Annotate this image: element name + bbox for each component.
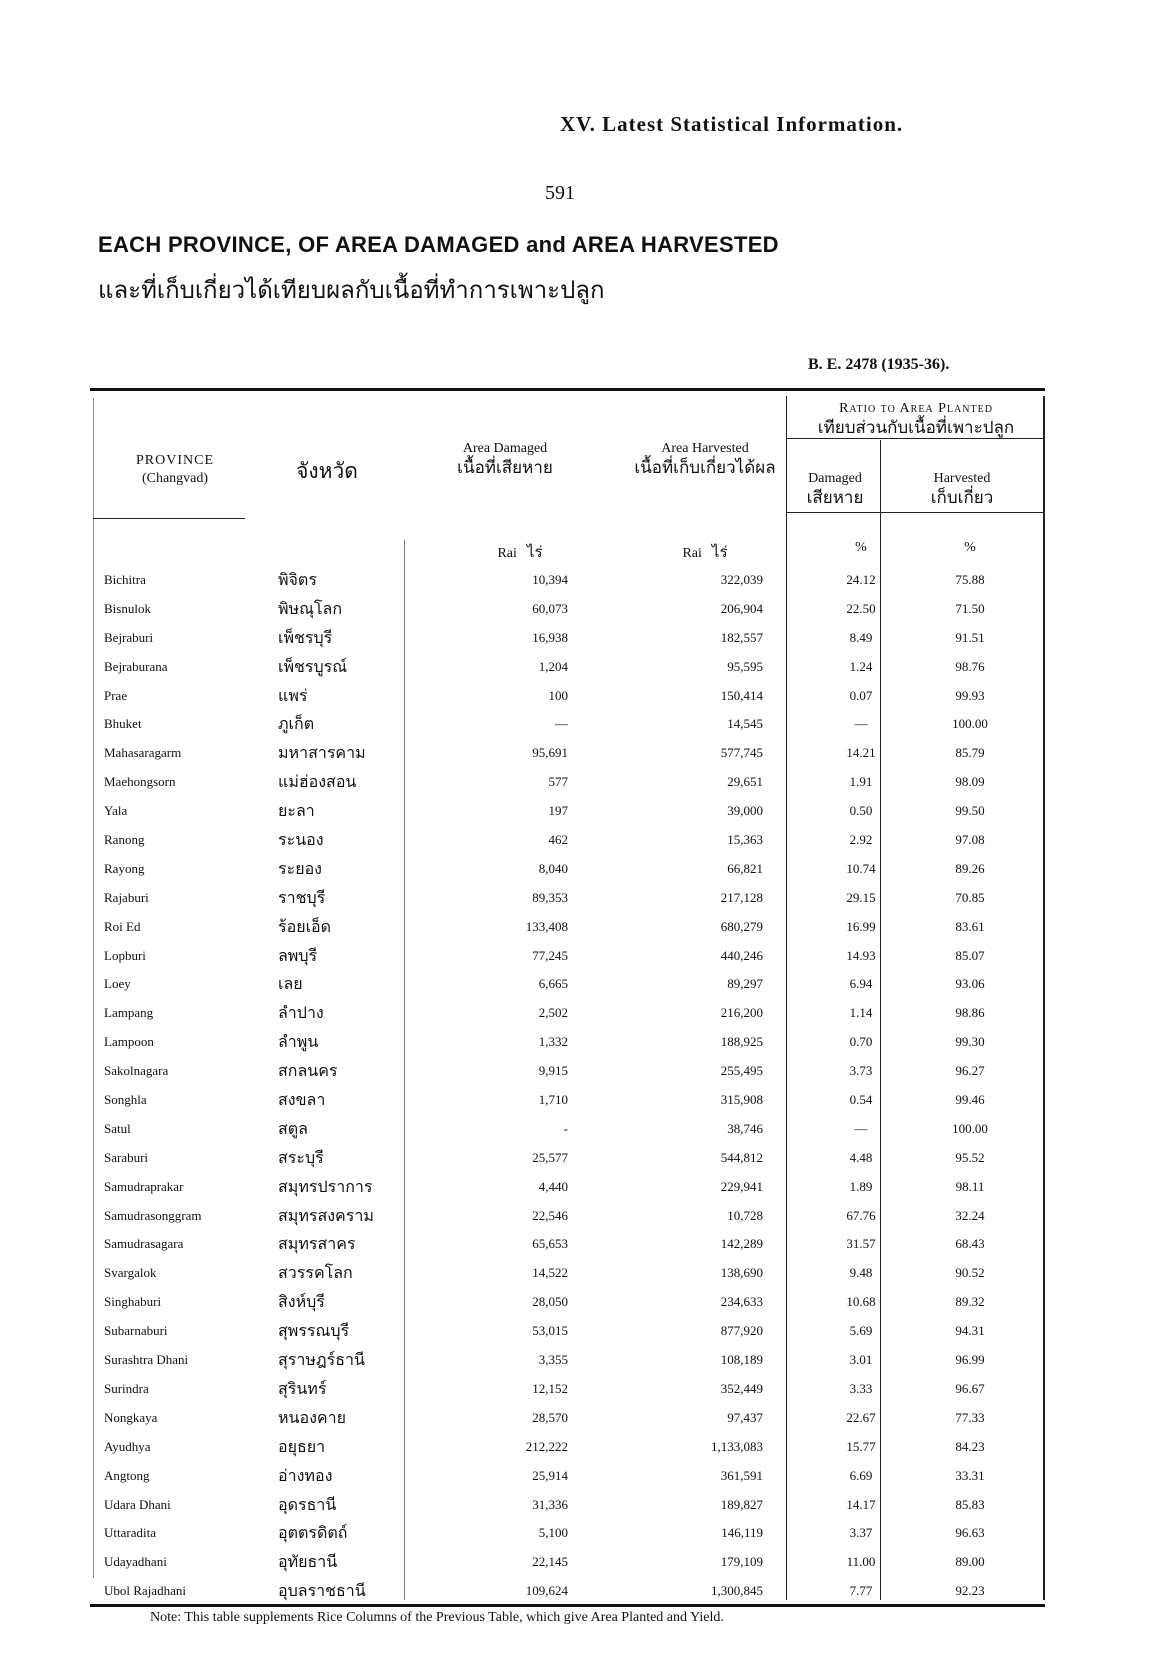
area-harvested: 322,039 [720,572,763,587]
province-name-en: Maehongsorn [104,774,176,790]
ratio-damaged: 24.12 [846,572,876,587]
table-row [0,1493,1174,1522]
province-name-th: พิษณุโลก [278,598,343,618]
area-harvested: 188,925 [720,1034,763,1050]
area-harvested: 182,557 [720,629,763,645]
area-harvested: 577,745 [720,745,763,761]
table-row [0,972,1174,1001]
area-damaged: 100 [548,687,568,703]
ratio-harvested: 100.00 [952,1120,988,1136]
province-name-en: Svargalok [104,1265,157,1281]
table-row [0,1175,1174,1204]
area-damaged: 5,100 [538,1525,568,1541]
header-area-harvested-en: Area Harvested [661,441,749,456]
table-row [0,684,1174,713]
province-name-en: Ayudhya [104,1438,151,1454]
ratio-harvested: 85.79 [955,745,985,761]
area-damaged: 22,546 [532,1207,568,1223]
province-name-en: Bhuket [104,716,142,732]
ratio-harvested: 68.43 [955,1236,985,1252]
province-name-en: Bejraburana [104,658,168,674]
area-damaged: 65,653 [532,1236,568,1252]
province-name-en: Udara Dhani [104,1496,171,1512]
area-damaged: 212,222 [525,1438,568,1454]
area-harvested: 361,591 [720,1467,763,1483]
ratio-harvested: 96.67 [955,1380,985,1396]
header-bottom-rule-ratio [786,512,1044,513]
table-row [0,1435,1174,1464]
ratio-damaged: 10.74 [846,860,876,876]
area-harvested: 216,200 [720,1005,763,1021]
header-ratio-harvested [884,470,1040,509]
province-name-en: Angtong [104,1467,150,1483]
header-province-en: PROVINCE [135,453,214,468]
table-row [0,828,1174,857]
ratio-damaged: 1.89 [849,1178,873,1194]
area-damaged: 1,204 [538,658,568,674]
area-harvested: 1,300,845 [711,1583,763,1599]
table-row [0,1232,1174,1261]
area-damaged: 53,015 [532,1323,568,1339]
area-harvested: 108,189 [720,1352,763,1368]
province-name-th: สตูล [278,1118,308,1138]
area-harvested: 14,545 [727,716,763,732]
ratio-harvested: 99.50 [955,803,985,819]
table-title-thai: และที่เก็บเกี่ยวได้เทียบผลกับเนื้อที่ทำการเพาะปลูก [98,276,605,304]
area-harvested: 877,920 [720,1323,763,1339]
table-row [0,770,1174,799]
header-area-damaged [430,440,580,479]
province-name-en: Surindra [104,1380,149,1396]
area-harvested: 29,651 [727,774,763,790]
ratio-harvested: 71.50 [955,600,985,616]
ratio-damaged: 6.69 [849,1467,873,1483]
table-row [0,1521,1174,1550]
province-name-th: ลำพูน [278,1032,319,1052]
area-harvested: 315,908 [720,1092,763,1108]
ratio-harvested: 90.52 [955,1265,985,1281]
ratio-damaged: 1.24 [849,658,873,674]
unit-ratio-harvested: % [964,540,976,555]
province-name-en: Lampoon [104,1034,154,1050]
header-ratio-damaged-th: เสียหาย [806,487,864,508]
area-harvested: 95,595 [727,658,763,674]
province-name-en: Sakolnagara [104,1063,169,1079]
table-row [0,944,1174,973]
province-name-th: สุรินทร์ [278,1378,327,1398]
table-row [0,1348,1174,1377]
area-damaged: 10,394 [532,572,568,587]
ratio-damaged: 14.21 [846,745,876,761]
ratio-harvested: 95.52 [955,1149,985,1165]
province-name-th: อุทัยธานี [278,1552,338,1572]
table-row [0,1406,1174,1435]
province-name-en: Subarnaburi [104,1323,168,1339]
area-damaged: 8,040 [538,860,568,876]
ratio-damaged: 3.37 [849,1525,873,1541]
area-damaged: 2,502 [538,1005,568,1021]
province-name-en: Ubol Rajadhani [104,1583,186,1599]
area-harvested: 97,437 [727,1409,763,1425]
area-damaged: 22,145 [532,1554,568,1570]
province-name-th: ลพบุรี [278,945,318,965]
province-name-en: Bejraburi [104,629,154,645]
area-harvested: 138,690 [720,1265,763,1281]
area-damaged: 133,408 [525,918,568,934]
area-harvested: 680,279 [720,918,763,934]
table-row [0,857,1174,886]
area-damaged: 25,914 [532,1467,568,1483]
header-province-thai: จังหวัด [296,459,358,483]
province-name-th: ร้อยเอ็ด [278,916,332,936]
unit-ratio-damaged: % [855,540,867,555]
area-harvested: 146,119 [721,1525,763,1541]
province-name-th: สงขลา [278,1090,326,1110]
ratio-harvested: 97.08 [955,832,985,848]
header-ratio-damaged [792,470,878,509]
table-row [0,655,1174,684]
province-name-th: สุพรรณบุรี [278,1321,350,1341]
header-ratio-damaged-en: Damaged [808,471,862,486]
province-name-th: ระยอง [278,858,322,878]
ratio-harvested: 98.86 [955,1005,985,1021]
unit-damaged-en: Rai [497,546,517,561]
area-damaged: 12,152 [532,1380,568,1396]
table-row [0,1464,1174,1493]
area-damaged: 1,710 [538,1092,568,1108]
area-damaged: 4,440 [538,1178,568,1194]
area-damaged: 31,336 [532,1496,568,1512]
unit-harvested-en: Rai [682,546,702,561]
table-row [0,741,1174,770]
table-row [0,1030,1174,1059]
table-row [0,799,1174,828]
header-province-sub: (Changvad) [141,470,209,486]
ratio-harvested: 98.11 [955,1178,985,1194]
province-name-en: Samudrasagara [104,1236,184,1252]
area-damaged: 16,938 [532,629,568,645]
table-row [0,1261,1174,1290]
area-harvested: 352,449 [720,1380,763,1396]
province-name-th: พิจิตร [278,570,317,589]
area-harvested: 38,746 [727,1120,763,1136]
table-row [0,1146,1174,1175]
table-row [0,712,1174,741]
province-name-th: เลย [278,974,303,994]
ratio-harvested: 96.99 [955,1352,985,1368]
ratio-harvested: 77.33 [955,1409,985,1425]
area-harvested: 142,289 [720,1236,763,1252]
province-name-th: อุตตรดิตถ์ [278,1523,348,1543]
ratio-harvested: 99.93 [955,687,985,703]
page-number: 591 [545,182,575,204]
ratio-harvested: 32.24 [955,1207,985,1223]
area-harvested: 440,246 [720,947,763,963]
area-damaged: — [555,716,568,732]
ratio-harvested: 84.23 [955,1438,985,1454]
ratio-damaged: 10.68 [846,1294,876,1310]
area-harvested: 217,128 [720,889,763,905]
ratio-damaged: 0.07 [849,687,873,703]
area-harvested: 229,941 [720,1178,763,1194]
table-row [0,1117,1174,1146]
area-damaged: 28,570 [532,1409,568,1425]
province-name-th: เพ็ชรบุรี [278,627,333,647]
province-name-th: ราชบุรี [278,887,326,907]
ratio-harvested: 92.23 [955,1583,985,1599]
ratio-damaged: 2.92 [849,832,873,848]
province-name-en: Samudraprakar [104,1178,184,1194]
province-name-th: ระนอง [278,830,324,850]
area-damaged: 28,050 [532,1294,568,1310]
area-harvested: 89,297 [727,976,763,992]
header-ratio-harvested-en: Harvested [933,471,991,486]
area-damaged: - [563,1120,568,1136]
ratio-harvested: 33.31 [955,1467,985,1483]
province-name-en: Samudrasonggram [104,1207,202,1223]
province-name-en: Roi Ed [104,918,141,934]
header-ratio-harvested-th: เก็บเกี่ยว [930,487,994,508]
ratio-damaged: 22.67 [846,1409,876,1425]
table-row [0,1319,1174,1348]
ratio-damaged: 0.70 [849,1034,873,1050]
table-row [0,626,1174,655]
ratio-damaged: 16.99 [846,918,876,934]
table-row [0,1001,1174,1030]
area-harvested: 15,363 [727,832,763,848]
area-damaged: 462 [548,832,568,848]
table-row [0,1550,1174,1579]
table-title-english: EACH PROVINCE, OF AREA DAMAGED and AREA HARVESTED [98,232,779,257]
ratio-damaged: 14.93 [846,947,876,963]
province-name-en: Lopburi [104,947,146,963]
ratio-damaged: 1.91 [849,774,873,790]
ratio-damaged: 67.76 [846,1207,876,1223]
header-area-damaged-en: Area Damaged [462,441,548,456]
header-area-damaged-th: เนื้อที่เสียหาย [457,457,553,478]
table-row [0,597,1174,626]
ratio-harvested: 70.85 [955,889,985,905]
province-name-en: Rajaburi [104,889,149,905]
section-title: XV. Latest Statistical Information. [560,112,904,136]
ratio-harvested: 91.51 [955,629,985,645]
area-harvested: 1,133,083 [711,1438,763,1454]
province-name-en: Satul [104,1120,131,1136]
province-name-th: ภูเก็ต [278,714,315,734]
ratio-harvested: 94.31 [955,1323,985,1339]
ratio-harvested: 89.32 [955,1294,985,1310]
area-damaged: 77,245 [532,947,568,963]
province-name-en: Bichitra [104,572,146,587]
ratio-damaged: 3.01 [849,1352,873,1368]
ratio-damaged: — [854,716,868,732]
province-name-th: แพร่ [278,685,308,705]
ratio-harvested: 75.88 [955,572,985,587]
province-name-th: อุดรธานี [278,1494,337,1514]
province-name-th: สมุทรสงคราม [278,1205,374,1225]
province-name-en: Yala [104,803,128,819]
table-row [0,1290,1174,1319]
area-harvested: 66,821 [727,860,763,876]
province-name-en: Nongkaya [104,1409,158,1425]
unit-harvested-th: ไร่ [711,543,728,561]
area-damaged: 89,353 [532,889,568,905]
area-damaged: 14,522 [532,1265,568,1281]
ratio-harvested: 100.00 [952,716,988,732]
area-harvested: 206,904 [720,600,763,616]
header-province [110,452,240,487]
ratio-damaged: — [854,1120,868,1136]
province-name-th: หนองคาย [278,1407,346,1427]
ratio-harvested: 99.30 [955,1034,985,1050]
area-damaged: 3,355 [538,1352,568,1368]
ratio-damaged: 3.73 [849,1063,873,1079]
province-name-en: Udayadhani [104,1554,167,1570]
ratio-harvested: 96.63 [955,1525,985,1541]
table-body [0,568,1174,1608]
area-harvested: 189,827 [720,1496,763,1512]
unit-damaged [470,540,570,564]
ratio-harvested: 83.61 [955,918,985,934]
ratio-damaged: 0.50 [849,803,873,819]
ratio-harvested: 98.09 [955,774,985,790]
province-name-th: สมุทรปราการ [278,1176,373,1196]
header-area-harvested [620,440,790,479]
area-harvested: 544,812 [720,1149,763,1165]
ratio-damaged: 4.48 [849,1149,873,1165]
province-name-th: สวรรคโลก [278,1263,353,1283]
ratio-damaged: 14.17 [846,1496,876,1512]
table-row [0,1377,1174,1406]
province-name-th: อ่างทอง [278,1465,333,1485]
table-row [0,568,1174,597]
ratio-damaged: 31.57 [846,1236,876,1252]
ratio-damaged: 0.54 [849,1092,873,1108]
area-harvested: 10,728 [727,1207,763,1223]
area-damaged: 6,665 [538,976,568,992]
province-name-th: สุราษฎร์ธานี [278,1350,365,1370]
ratio-damaged: 22.50 [846,600,876,616]
ratio-harvested: 85.07 [955,947,985,963]
province-name-en: Surashtra Dhani [104,1352,189,1368]
ratio-damaged: 5.69 [849,1323,873,1339]
province-name-en: Saraburi [104,1149,149,1165]
ratio-damaged: 11.00 [846,1554,876,1570]
area-harvested: 179,109 [720,1554,763,1570]
ratio-damaged: 9.48 [849,1265,873,1281]
area-damaged: 9,915 [538,1063,568,1079]
area-damaged: 95,691 [532,745,568,761]
ratio-harvested: 99.46 [955,1092,985,1108]
area-harvested: 150,414 [720,687,763,703]
year-label: B. E. 2478 (1935-36). [808,356,950,373]
area-harvested: 234,633 [720,1294,763,1310]
province-name-en: Lampang [104,1005,154,1021]
province-name-th: อยุธยา [278,1436,326,1456]
province-name-en: Singhaburi [104,1294,162,1310]
footnote: Note: This table supplements Rice Columns of the Previous Table, which give Area Planted and Yield. [150,1610,724,1625]
area-damaged: 60,073 [532,600,568,616]
province-name-th: ยะลา [278,801,315,821]
table-row [0,1059,1174,1088]
ratio-damaged: 7.77 [849,1583,873,1599]
area-damaged: 109,624 [525,1583,568,1599]
area-damaged: 1,332 [538,1034,568,1050]
area-damaged: 197 [548,803,568,819]
header-ratio-en: Ratio to Area Planted [839,401,993,416]
province-name-th: เพ็ชรบูรณ์ [278,656,348,676]
area-damaged: 577 [548,774,568,790]
table-row [0,1204,1174,1233]
table-row [0,1579,1174,1608]
province-name-th: สิงห์บุรี [278,1292,325,1312]
area-harvested: 39,000 [727,803,763,819]
province-name-th: สมุทรสาคร [278,1234,356,1254]
header-ratio [790,400,1042,439]
table-row [0,1088,1174,1117]
table-row [0,886,1174,915]
province-name-en: Mahasaragarm [104,745,182,761]
province-name-en: Rayong [104,860,145,876]
area-harvested: 255,495 [720,1063,763,1079]
ratio-harvested: 89.00 [955,1554,985,1570]
province-name-th: ลำปาง [278,1003,324,1023]
header-area-harvested-th: เนื้อที่เก็บเกี่ยวได้ผล [634,457,776,478]
ratio-damaged: 29.15 [846,889,876,905]
province-name-en: Bisnulok [104,600,151,616]
province-name-en: Songhla [104,1092,147,1108]
ratio-harvested: 96.27 [955,1063,985,1079]
province-name-en: Ranong [104,832,145,848]
province-name-th: สกลนคร [278,1061,338,1081]
province-name-en: Uttaradita [104,1525,156,1541]
area-damaged: 25,577 [532,1149,568,1165]
unit-harvested [655,540,755,564]
ratio-damaged: 1.14 [849,1005,873,1021]
province-name-th: อุบลราชธานี [278,1581,366,1601]
ratio-harvested: 93.06 [955,976,985,992]
ratio-harvested: 89.26 [955,860,985,876]
unit-damaged-th: ไร่ [526,543,543,561]
province-name-en: Prae [104,687,128,703]
province-name-en: Loey [104,976,131,992]
province-name-th: แม่ฮ่องสอน [278,772,357,792]
ratio-harvested: 98.76 [955,658,985,674]
ratio-harvested: 85.83 [955,1496,985,1512]
province-name-th: มหาสารคาม [278,743,366,763]
header-bottom-rule [93,518,245,519]
ratio-damaged: 8.49 [849,629,873,645]
table-row [0,915,1174,944]
ratio-damaged: 6.94 [849,976,873,992]
province-name-th: สระบุรี [278,1147,324,1167]
ratio-damaged: 3.33 [849,1380,873,1396]
header-ratio-th: เทียบส่วนกับเนื้อที่เพาะปลูก [817,417,1015,438]
ratio-damaged: 15.77 [846,1438,876,1454]
